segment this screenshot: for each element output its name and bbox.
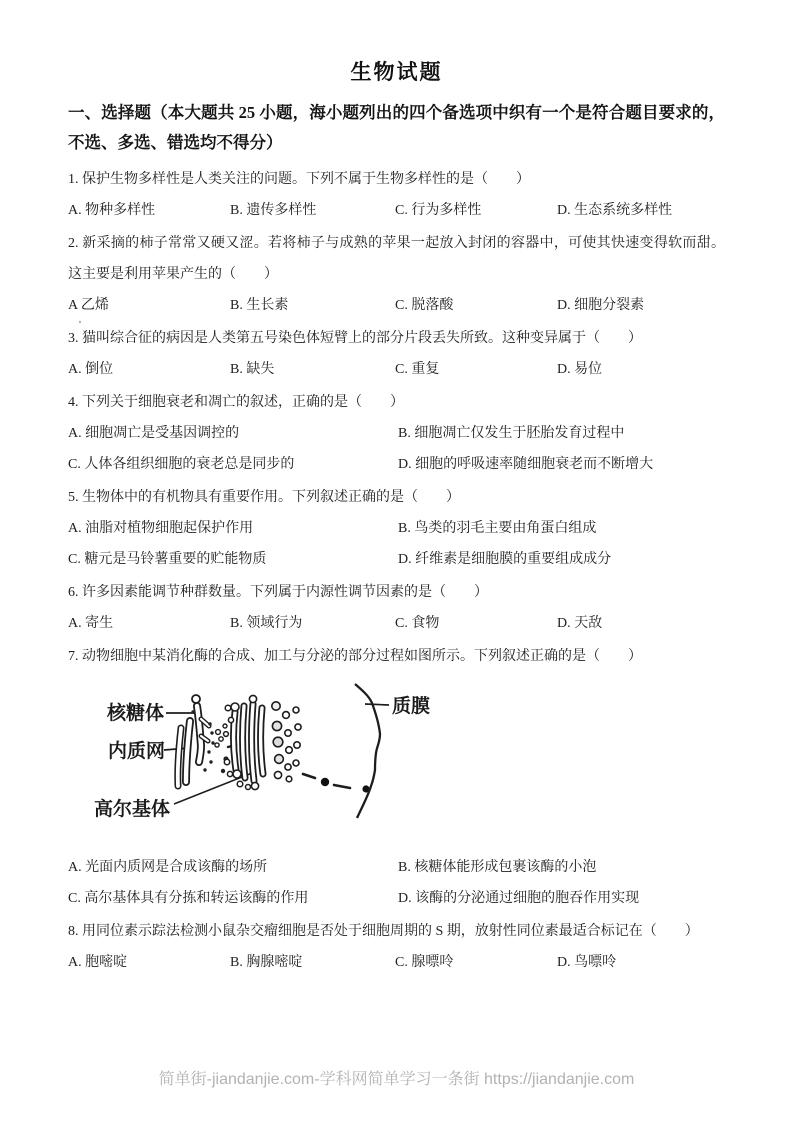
question-8-option-b: B. 胸腺嘧啶 bbox=[230, 955, 303, 970]
question-7-option-a: A. 光面内质网是合成该酶的场所 bbox=[68, 860, 268, 875]
question-6-options bbox=[68, 608, 725, 639]
question-8-stem: 8. 用同位素示踪法检测小鼠杂交瘤细胞是否处于细胞周期的 S 期，放射性同位素最适合标记在（ ） bbox=[68, 924, 699, 939]
question-2-option-b: B. 生长素 bbox=[230, 298, 289, 313]
question-3-option-c: C. 重复 bbox=[395, 362, 440, 377]
question-6 bbox=[68, 577, 725, 639]
question-5 bbox=[68, 482, 725, 575]
question-1-option-a: A. 物种多样性 bbox=[68, 203, 156, 218]
question-7-options-row-2 bbox=[68, 883, 725, 914]
golgi-cisternae bbox=[231, 695, 263, 789]
question-4-option-d: D. 细胞的呼吸速率随细胞衰老而不断增大 bbox=[398, 457, 654, 472]
question-8-option-d: D. 鸟嘌呤 bbox=[557, 955, 617, 970]
section-header: 一、选择题（本大题共 25 小题，海小题列出的四个备选项中织有一个是符合题目要求的，不选、多选、错选均不得分） bbox=[68, 103, 725, 152]
question-7-stem: 7. 动物细胞中某消化酶的合成、加工与分泌的部分过程如图所示。下列叙述正确的是（ ） bbox=[68, 649, 642, 664]
question-4-stem: 4. 下列关于细胞衰老和凋亡的叙述，正确的是（ ） bbox=[68, 395, 404, 410]
question-6-option-d: D. 天敌 bbox=[557, 616, 603, 631]
question-3-option-d: D. 易位 bbox=[557, 362, 603, 377]
question-5-options-row-1 bbox=[68, 513, 725, 544]
question-2-options bbox=[68, 290, 725, 321]
golgi-label: 高尔基体 bbox=[94, 799, 171, 820]
er-label: 内质网 bbox=[108, 741, 166, 762]
question-8-options bbox=[68, 947, 725, 978]
watermark-footer: 简单街-jiandanjie.com-学科网简单学习一条街 https://jiandanjie.com bbox=[158, 1071, 635, 1088]
question-7-option-b: B. 核糖体能形成包裹该酶的小泡 bbox=[398, 860, 597, 875]
question-4-option-b: B. 细胞凋亡仅发生于胚胎发育过程中 bbox=[398, 426, 625, 441]
question-3 bbox=[68, 319, 725, 385]
question-4-options-row-1 bbox=[68, 418, 725, 449]
question-6-option-b: B. 领域行为 bbox=[230, 616, 303, 631]
question-4 bbox=[68, 387, 725, 480]
plasma-membrane-label: 质膜 bbox=[392, 696, 431, 717]
question-1-options bbox=[68, 195, 725, 226]
question-4-option-a: A. 细胞凋亡是受基因调控的 bbox=[68, 426, 240, 441]
ribosome-label: 核糖体 bbox=[107, 703, 165, 724]
question-1-stem: 1. 保护生物多样性是人类关注的问题。下列不属于生物多样性的是（ ） bbox=[68, 172, 530, 187]
page-title: 生物试题 bbox=[350, 60, 443, 84]
question-7-options-row-1 bbox=[68, 852, 725, 883]
question-2-stem: 2. 新采摘的柿子常常又硬又涩。若将柿子与成熟的苹果一起放入封闭的容器中，可使其快速变得软而甜。这主要是利用苹果产生的（ ） bbox=[68, 236, 725, 282]
golgi-vesicles-right bbox=[272, 702, 301, 782]
question-8-option-c: C. 腺嘌呤 bbox=[395, 955, 454, 970]
question-5-options-row-2 bbox=[68, 544, 725, 575]
plasma-membrane-label-line bbox=[365, 704, 389, 705]
question-2-option-d: D. 细胞分裂素 bbox=[557, 298, 645, 313]
question-4-option-c: C. 人体各组织细胞的衰老总是同步的 bbox=[68, 457, 295, 472]
question-7 bbox=[68, 641, 725, 914]
secretion-dash-2 bbox=[334, 785, 350, 788]
cell-secretion-diagram bbox=[82, 674, 444, 852]
question-5-stem: 5. 生物体中的有机物具有重要作用。下列叙述正确的是（ ） bbox=[68, 490, 460, 505]
secretion-dash-1 bbox=[303, 774, 315, 778]
question-3-option-a: A. 倒位 bbox=[68, 362, 114, 377]
question-7-option-c: C. 高尔基体具有分拣和转运该酶的作用 bbox=[68, 891, 309, 906]
question-3-options bbox=[68, 354, 725, 385]
question-1 bbox=[68, 164, 725, 226]
question-2 bbox=[68, 228, 725, 331]
question-5-option-b: B. 鸟类的羽毛主要由角蛋白组成 bbox=[398, 521, 597, 536]
question-8-option-a: A. 胞嘧啶 bbox=[68, 955, 128, 970]
question-1-option-d: D. 生态系统多样性 bbox=[557, 203, 673, 218]
question-5-option-a: A. 油脂对植物细胞起保护作用 bbox=[68, 521, 254, 536]
secretory-vesicle-1 bbox=[321, 778, 329, 786]
question-5-option-d: D. 纤维素是细胞膜的重要组成成分 bbox=[398, 552, 612, 567]
question-6-option-a: A. 寄生 bbox=[68, 616, 114, 631]
question-3-stem: 3. 猫叫综合征的病因是人类第五号染色体短臂上的部分片段丢失所致。这种变异属于（ ） bbox=[68, 331, 642, 346]
cell-secretion-diagram-svg bbox=[82, 674, 444, 852]
er-top-vesicle bbox=[192, 695, 200, 703]
question-1-option-c: C. 行为多样性 bbox=[395, 203, 482, 218]
question-8 bbox=[68, 916, 725, 978]
question-2-option-c: C. 脱落酸 bbox=[395, 298, 454, 313]
question-1-option-b: B. 遗传多样性 bbox=[230, 203, 317, 218]
scan-artifact: ' bbox=[79, 319, 81, 331]
question-7-option-d: D. 该酶的分泌通过细胞的胞吞作用实现 bbox=[398, 891, 640, 906]
question-5-option-c: C. 糖元是马铃薯重要的贮能物质 bbox=[68, 552, 267, 567]
question-2-option-a: A 乙烯 bbox=[68, 298, 109, 313]
question-4-options-row-2 bbox=[68, 449, 725, 480]
question-6-option-c: C. 食物 bbox=[395, 616, 440, 631]
question-3-option-b: B. 缺失 bbox=[230, 362, 275, 377]
question-6-stem: 6. 许多因素能调节种群数量。下列属于内源性调节因素的是（ ） bbox=[68, 585, 488, 600]
